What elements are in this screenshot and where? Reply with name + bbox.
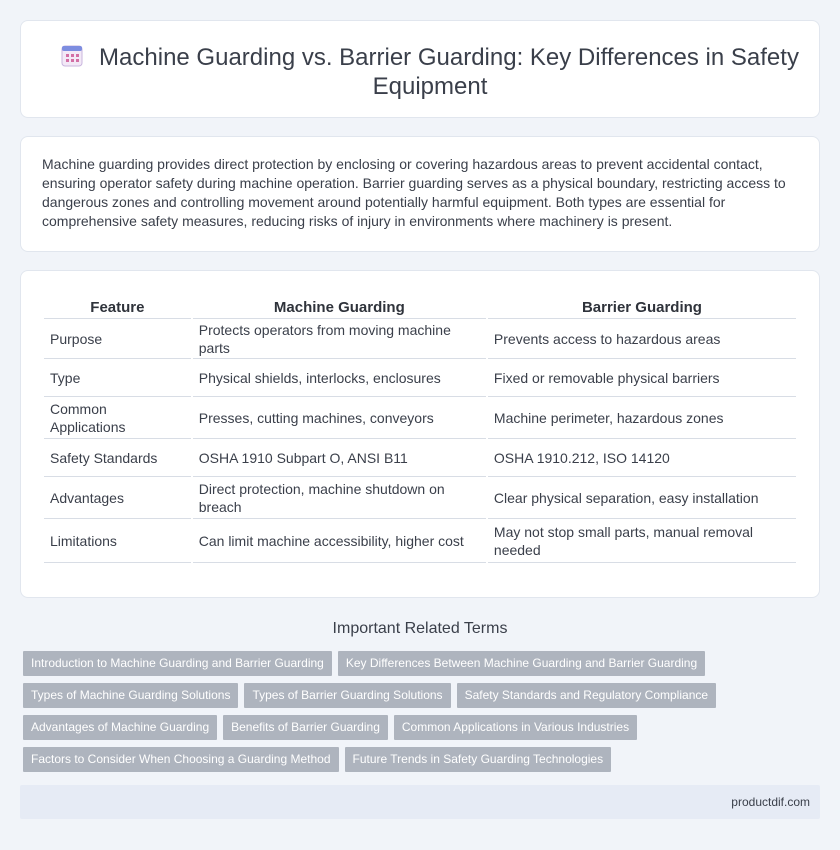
table-row: [44, 359, 796, 397]
related-term-tag[interactable]: Introduction to Machine Guarding and Barrier Guarding: [23, 651, 332, 676]
table-row: [44, 397, 796, 439]
table-row: [44, 519, 796, 563]
table-cell: OSHA 1910 Subpart O, ANSI B11: [193, 439, 486, 477]
intro-text: Machine guarding provides direct protection by enclosing or covering hazardous areas to prevent accidental contact, ensuring operator safety during machine operation. Barrier guarding serves as a physical boundary, restricting access to dangerous zones and controlling movement around potentially harmful equipment. Both types are essential for comprehensive safety measures, reducing risks of injury in environments where machinery is present.: [42, 156, 786, 229]
table-cell: Protects operators from moving machine parts: [193, 319, 486, 359]
comparison-table: [42, 297, 798, 563]
table-cell: Safety Standards: [44, 439, 191, 477]
table-cell: Presses, cutting machines, conveyors: [193, 397, 486, 439]
related-term-tag[interactable]: Benefits of Barrier Guarding: [223, 715, 388, 740]
table-row: [44, 319, 796, 359]
table-cell: Machine perimeter, hazardous zones: [488, 397, 796, 439]
table-row: [44, 439, 796, 477]
header-barrier-guarding: Barrier Guarding: [488, 297, 796, 319]
table-cell: Limitations: [44, 519, 191, 563]
related-term-tag[interactable]: Types of Machine Guarding Solutions: [23, 683, 238, 708]
header-card: [20, 20, 820, 118]
header-machine-guarding: Machine Guarding: [193, 297, 486, 319]
related-terms-title: Important Related Terms: [332, 620, 508, 637]
table-cell: May not stop small parts, manual removal needed: [488, 519, 796, 563]
related-term-tag[interactable]: Safety Standards and Regulatory Compliance: [457, 683, 716, 708]
calendar-grid-icon: [61, 43, 83, 67]
related-term-tag[interactable]: Key Differences Between Machine Guarding and Barrier Guarding: [338, 651, 705, 676]
related-term-tag[interactable]: Common Applications in Various Industries: [394, 715, 637, 740]
page-title: Machine Guarding vs. Barrier Guarding: Key Differences in Safety Equipment: [99, 44, 799, 100]
related-term-tag[interactable]: Advantages of Machine Guarding: [23, 715, 217, 740]
page-title-wrap: [61, 43, 799, 101]
footer: [20, 785, 820, 819]
related-term-tag[interactable]: Types of Barrier Guarding Solutions: [244, 683, 450, 708]
table-cell: Purpose: [44, 319, 191, 359]
table-cell: OSHA 1910.212, ISO 14120: [488, 439, 796, 477]
table-cell: Can limit machine accessibility, higher cost: [193, 519, 486, 563]
related-term-tag[interactable]: Factors to Consider When Choosing a Guarding Method: [23, 747, 339, 772]
related-term-tag[interactable]: Future Trends in Safety Guarding Technologies: [345, 747, 612, 772]
table-cell: Clear physical separation, easy installation: [488, 477, 796, 519]
table-cell: Prevents access to hazardous areas: [488, 319, 796, 359]
related-terms-list: [23, 651, 813, 779]
comparison-card: [20, 270, 820, 598]
table-cell: Common Applications: [44, 397, 191, 439]
table-row: [44, 477, 796, 519]
table-cell: Advantages: [44, 477, 191, 519]
intro-card: [20, 136, 820, 252]
table-cell: Direct protection, machine shutdown on breach: [193, 477, 486, 519]
table-cell: Type: [44, 359, 191, 397]
footer-site-link[interactable]: productdif.com: [731, 795, 810, 809]
header-feature: Feature: [44, 297, 191, 319]
table-cell: Physical shields, interlocks, enclosures: [193, 359, 486, 397]
table-header-row: [44, 297, 796, 319]
table-cell: Fixed or removable physical barriers: [488, 359, 796, 397]
